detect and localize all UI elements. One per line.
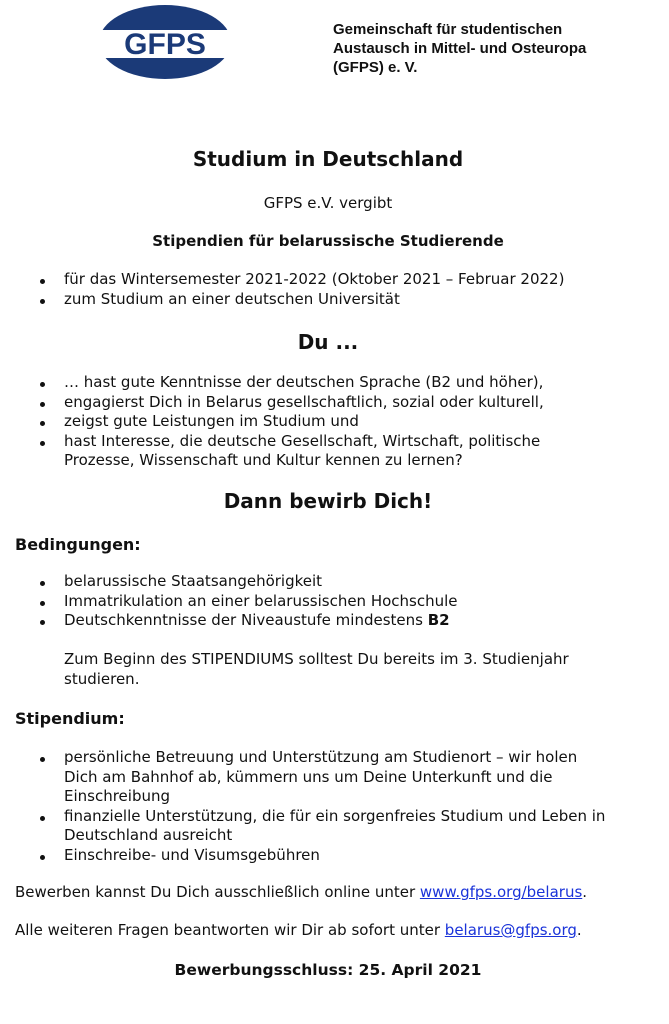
list-item: Einschreibe- und Visumsgebühren [0,846,605,866]
organization-name [333,20,653,77]
list-item: hast Interesse, die deutsche Gesellschaft, Wirtschaft, politische [0,432,544,452]
offer-list [0,270,564,309]
questions-prefix: Alle weiteren Fragen beantworten wir Dir ab sofort unter [15,921,445,939]
item-line: Einschreibung [64,787,171,805]
note-line: studieren. [64,669,140,688]
scholarship-line: Stipendien für belarussische Studierende [152,232,504,250]
apply-online-suffix: . [582,883,588,901]
org-line: Austausch in Mittel- und Osteuropa [333,40,587,57]
questions-text [15,921,582,939]
list-item: engagierst Dich in Belarus gesellschaftlich, sozial oder kulturell, [0,393,544,413]
apply-online-prefix: Bewerben kannst Du Dich ausschließlich online unter [15,883,420,901]
conditions-heading: Bedingungen: [15,535,141,554]
apply-link[interactable]: www.gfps.org/belarus [419,883,583,901]
questions-suffix: . [576,921,582,939]
stipend-heading: Stipendium: [15,709,125,728]
du-list [0,373,544,451]
list-item: … hast gute Kenntnisse der deutschen Sprache (B2 und höher), [0,373,544,393]
apply-heading: Dann bewirb Dich! [223,489,433,513]
du-heading: Du ... [297,330,359,354]
conditions-list [0,572,458,631]
page-title: Studium in Deutschland [192,147,464,171]
email-link[interactable]: belarus@gfps.org [444,921,577,939]
gfps-logo [98,4,232,80]
item-line: finanzielle Unterstützung, die für ein sorgenfreies Studium und Leben in [64,806,606,825]
org-line: Gemeinschaft für studentischen [333,21,563,38]
list-item: für das Wintersemester 2021-2022 (Oktober 2021 – Februar 2022) [0,270,564,290]
org-line: (GFPS) e. V. [333,59,418,76]
list-item [0,611,458,631]
language-text: Deutschkenntnisse der Niveaustufe mindestens [64,611,428,629]
logo-text: GFPS [124,28,206,61]
language-level: B2 [427,611,450,629]
subtitle: GFPS e.V. vergibt [263,194,393,212]
conditions-note [64,650,569,689]
list-item: zum Studium an einer deutschen Universität [0,290,564,310]
list-item [0,807,605,846]
deadline: Bewerbungsschluss: 25. April 2021 [174,961,482,979]
list-item: zeigst gute Leistungen im Studium und [0,412,544,432]
list-item: belarussische Staatsangehörigkeit [0,572,458,592]
item-line: persönliche Betreuung und Unterstützung am Studienort – wir holen [64,748,578,766]
item-line: Dich am Bahnhof ab, kümmern uns um Deine Unterkunft und die [64,767,553,786]
stipend-list [0,748,605,865]
note-line: Zum Beginn des STIPENDIUMS solltest Du bereits im 3. Studienjahr [64,650,569,668]
list-item [0,748,605,807]
apply-online-text [15,883,587,901]
item-line: Deutschland ausreicht [64,826,233,844]
list-item-continuation: Prozesse, Wissenschaft und Kultur kennen zu lernen? [64,451,463,469]
list-item: Immatrikulation an einer belarussischen Hochschule [0,592,458,612]
